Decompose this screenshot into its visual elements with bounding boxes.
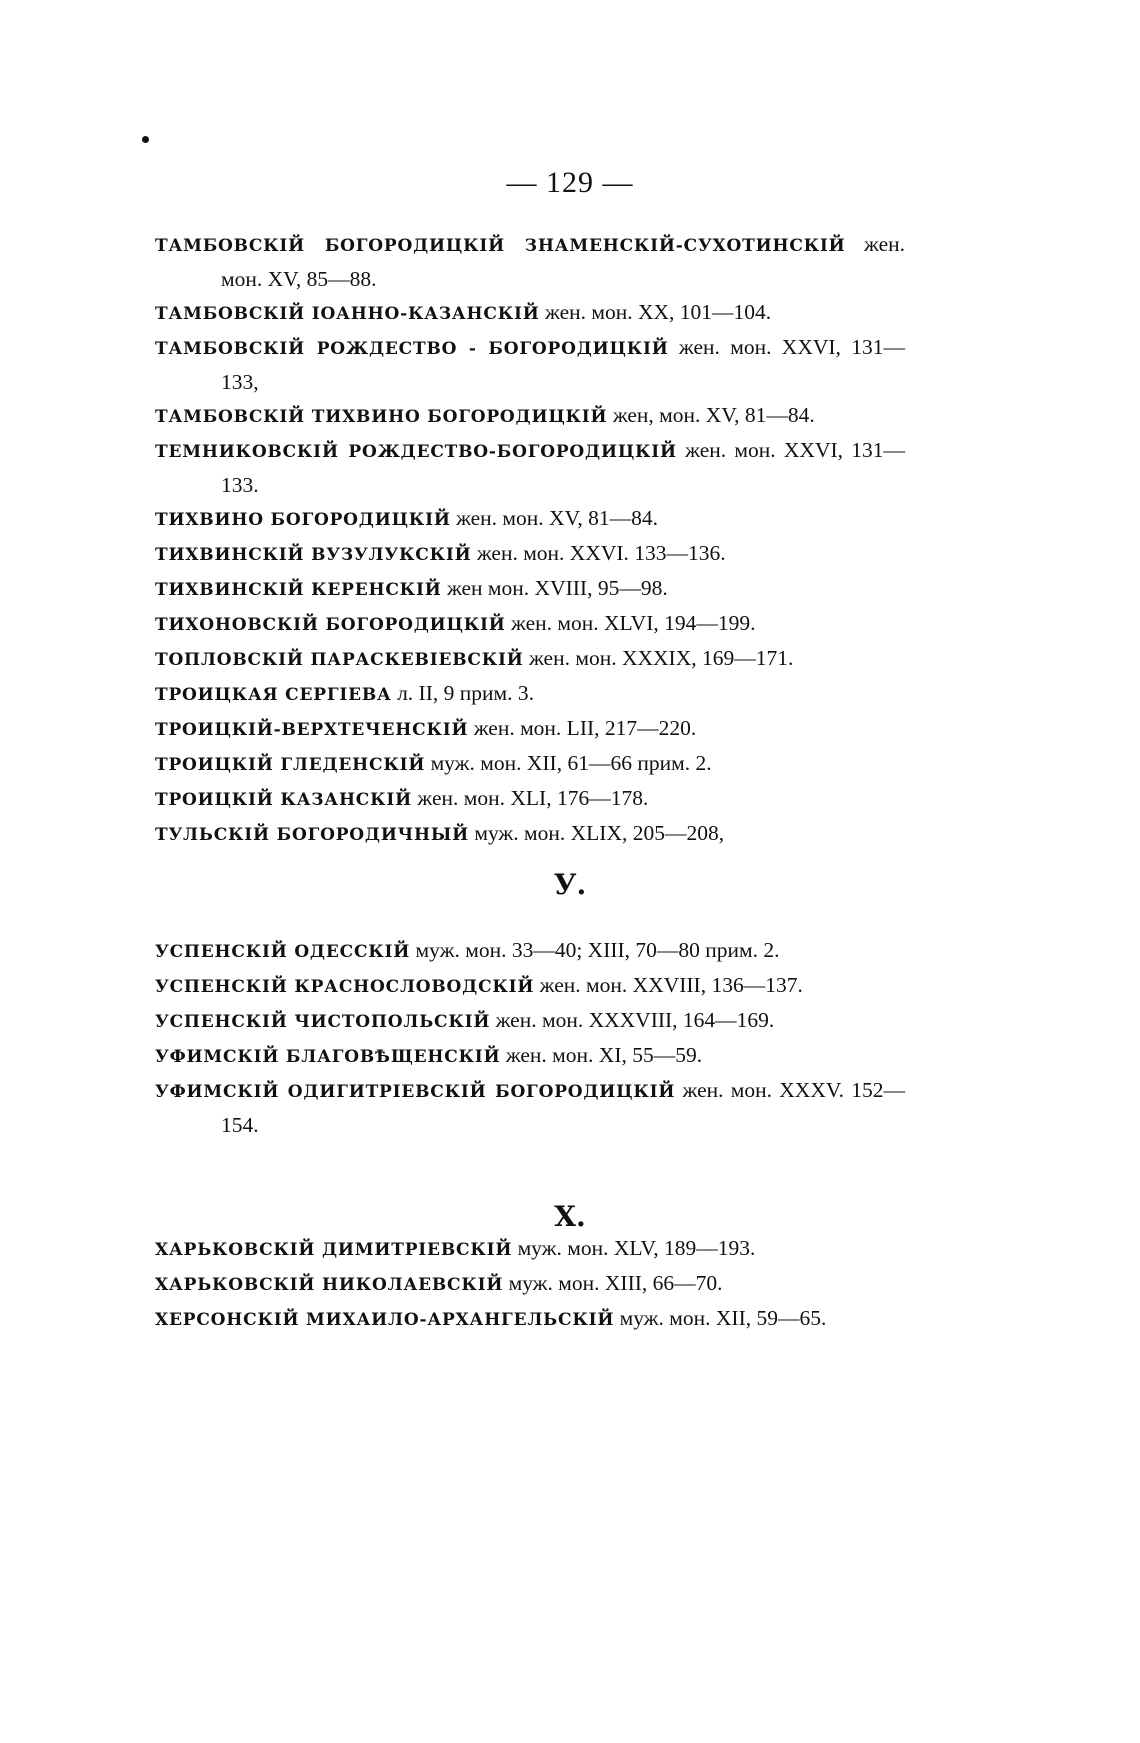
entry-reference: муж. мон. XII, 59—65. bbox=[614, 1306, 827, 1330]
index-entry bbox=[155, 642, 905, 677]
entry-name: ХАРЬКОВСКІЙ ДИМИТРІЕВСКІЙ bbox=[155, 1240, 513, 1260]
entry-reference: муж. мон. XIII, 66—70. bbox=[503, 1271, 723, 1295]
entry-name: ТАМБОВСКІЙ ІОАННО-КАЗАНСКІЙ bbox=[155, 304, 540, 324]
entry-name: УСПЕНСКІЙ ЧИСТОПОЛЬСКІЙ bbox=[155, 1012, 491, 1032]
entry-reference: муж. мон. XLV, 189—193. bbox=[512, 1236, 756, 1260]
entry-reference: муж. мон. 33—40; XIII, 70—80 прим. 2. bbox=[410, 938, 780, 962]
entry-reference: жен. мон. XV, 85—88. bbox=[221, 232, 905, 291]
index-entry bbox=[155, 399, 905, 434]
index-entry bbox=[155, 747, 905, 782]
entry-reference: жен. мон. XXXV. 152—154. bbox=[221, 1078, 905, 1137]
index-entry bbox=[155, 712, 905, 747]
index-entry bbox=[155, 1074, 905, 1142]
entry-name: ТИХВИНСКІЙ КЕРЕНСКІЙ bbox=[155, 580, 442, 600]
entry-name: ТАМБОВСКІЙ РОЖДЕСТВО - БОГОРОДИЦКІЙ bbox=[155, 339, 669, 359]
entry-name: ТУЛЬСКІЙ БОГОРОДИЧНЫЙ bbox=[155, 825, 469, 845]
entry-reference: муж. мон. XII, 61—66 прим. 2. bbox=[425, 751, 712, 775]
entry-name: ТИХВИНСКІЙ ВУЗУЛУКСКІЙ bbox=[155, 545, 472, 565]
index-entry bbox=[155, 1302, 905, 1337]
entry-reference: жен. мон. XX, 101—104. bbox=[539, 300, 772, 324]
section-letter-heading-u: У. bbox=[553, 868, 587, 901]
index-entry bbox=[155, 1267, 905, 1302]
entry-reference: жен. мон. XXVI. 133—136. bbox=[471, 541, 726, 565]
index-entry bbox=[155, 782, 905, 817]
index-entry bbox=[155, 969, 905, 1004]
entry-reference: жен. мон. XXVIII, 136—137. bbox=[534, 973, 803, 997]
entry-name: ТОПЛОВСКІЙ ПАРАСКЕВІЕВСКІЙ bbox=[155, 650, 524, 670]
entry-name: ХЕРСОНСКІЙ МИХАИЛО-АРХАНГЕЛЬСКІЙ bbox=[155, 1310, 615, 1330]
ink-dot-decoration bbox=[142, 136, 149, 143]
entry-name: УСПЕНСКІЙ КРАСНОСЛОВОДСКІЙ bbox=[155, 977, 535, 997]
index-entry bbox=[155, 331, 905, 399]
index-entry bbox=[155, 502, 905, 537]
entry-reference: жен. мон. XXXIX, 169—171. bbox=[523, 646, 794, 670]
index-entry bbox=[155, 572, 905, 607]
entry-name: УСПЕНСКІЙ ОДЕССКІЙ bbox=[155, 942, 411, 962]
section-kh-entries bbox=[155, 1232, 905, 1337]
entry-reference: жен, мон. XV, 81—84. bbox=[607, 403, 815, 427]
entry-name: ТАМБОВСКІЙ ТИХВИНО БОГОРОДИЦКІЙ bbox=[155, 407, 608, 427]
entry-name: ХАРЬКОВСКІЙ НИКОЛАЕВСКІЙ bbox=[155, 1275, 504, 1295]
index-entry bbox=[155, 296, 905, 331]
index-entry bbox=[155, 817, 905, 852]
entry-reference: жен. мон. XXVI, 131—133. bbox=[221, 438, 905, 497]
entry-reference: жен. мон. XXXVIII, 164—169. bbox=[490, 1008, 775, 1032]
section-t-entries bbox=[155, 228, 905, 852]
index-entry bbox=[155, 607, 905, 642]
index-entry bbox=[155, 934, 905, 969]
entry-reference: жен. мон. XI, 55—59. bbox=[500, 1043, 703, 1067]
section-u-entries bbox=[155, 934, 905, 1142]
entry-name: ТРОИЦКАЯ СЕРГІЕВА bbox=[155, 685, 392, 705]
entry-name: ТРОИЦКІЙ КАЗАНСКІЙ bbox=[155, 790, 413, 810]
entry-name: УФИМСКІЙ БЛАГОВѢЩЕНСКІЙ bbox=[155, 1047, 501, 1067]
entry-reference: муж. мон. XLIX, 205—208, bbox=[468, 821, 725, 845]
index-entry bbox=[155, 537, 905, 572]
section-letter-heading-kh: Х. bbox=[554, 1200, 586, 1233]
entry-name: УФИМСКІЙ ОДИГИТРІЕВСКІЙ БОГОРОДИЦКІЙ bbox=[155, 1082, 676, 1102]
entry-name: ТЕМНИКОВСКІЙ РОЖДЕСТВО-БОГОРОДИЦКІЙ bbox=[155, 442, 677, 462]
entry-name: ТИХОНОВСКІЙ БОГОРОДИЦКІЙ bbox=[155, 615, 506, 635]
index-entry bbox=[155, 1004, 905, 1039]
entry-name: ТРОИЦКІЙ-ВЕРХТЕЧЕНСКІЙ bbox=[155, 720, 469, 740]
entry-name: ТИХВИНО БОГОРОДИЦКІЙ bbox=[155, 510, 451, 530]
entry-reference: жен. мон. LII, 217—220. bbox=[468, 716, 697, 740]
entry-reference: жен. мон. XLI, 176—178. bbox=[412, 786, 649, 810]
index-entry bbox=[155, 434, 905, 502]
entry-reference: жен мон. XVIII, 95—98. bbox=[441, 576, 668, 600]
entry-name: ТРОИЦКІЙ ГЛЕДЕНСКІЙ bbox=[155, 755, 426, 775]
page-number: — 129 — bbox=[506, 166, 634, 199]
entry-reference: л. II, 9 прим. 3. bbox=[391, 681, 534, 705]
entry-reference: жен. мон. XV, 81—84. bbox=[450, 506, 658, 530]
entry-reference: жен. мон. XLVI, 194—199. bbox=[505, 611, 756, 635]
entry-reference: жен. мон. XXVI, 131—133, bbox=[221, 335, 905, 394]
index-entry bbox=[155, 1039, 905, 1074]
index-entry bbox=[155, 677, 905, 712]
index-entry bbox=[155, 1232, 905, 1267]
entry-name: ТАМБОВСКІЙ БОГОРОДИЦКІЙ ЗНАМЕНСКІЙ-СУХОТИНСКІЙ bbox=[155, 236, 846, 256]
index-entry bbox=[155, 228, 905, 296]
